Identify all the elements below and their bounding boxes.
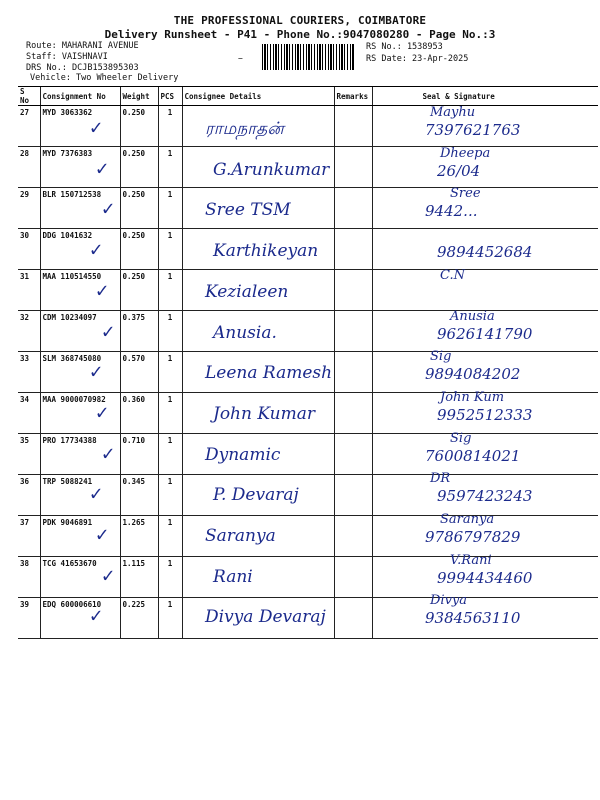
pieces-count: 1 bbox=[158, 229, 182, 270]
signature: Sig bbox=[450, 430, 472, 446]
serial-number: 34 bbox=[18, 393, 40, 434]
col-header: S No bbox=[18, 87, 40, 106]
serial-number: 39 bbox=[18, 598, 40, 639]
pieces-count: 1 bbox=[158, 475, 182, 516]
handwritten-phone: 9626141790 bbox=[437, 324, 533, 343]
pieces-count: 1 bbox=[158, 516, 182, 557]
dash-mark: − bbox=[238, 54, 243, 63]
col-header: Seal & Signature bbox=[372, 87, 598, 106]
handwritten-consignee: G.Arunkumar bbox=[213, 159, 330, 180]
handwritten-consignee: ராமநாதன் bbox=[205, 119, 284, 139]
handwritten-consignee: Leena Ramesh bbox=[205, 363, 333, 384]
handwritten-phone: 9786797829 bbox=[425, 528, 521, 546]
check-mark-icon: ✓ bbox=[96, 399, 109, 424]
consignment-number: SLM 368745080 bbox=[40, 352, 120, 393]
weight-value: 1.115 bbox=[120, 557, 158, 598]
col-header: Weight bbox=[120, 87, 158, 106]
pieces-count: 1 bbox=[158, 311, 182, 352]
handwritten-phone: 9894452684 bbox=[437, 243, 533, 262]
serial-number: 38 bbox=[18, 557, 40, 598]
handwritten-consignee: John Kumar bbox=[213, 403, 316, 424]
weight-value: 0.250 bbox=[120, 147, 158, 188]
signature: Sig bbox=[430, 349, 452, 365]
pieces-count: 1 bbox=[158, 557, 182, 598]
signature: Saranya bbox=[440, 512, 495, 527]
handwritten-consignee: Anusia. bbox=[213, 322, 277, 343]
signature: John Kum bbox=[440, 389, 505, 405]
remarks-cell bbox=[334, 270, 372, 311]
signature: C.N bbox=[440, 267, 465, 283]
remarks-cell bbox=[334, 188, 372, 229]
pieces-count: 1 bbox=[158, 147, 182, 188]
consignee-cell bbox=[182, 557, 334, 598]
col-header: Consignee Details bbox=[182, 87, 334, 106]
consignment-number: MAA 110514550 bbox=[40, 270, 120, 311]
consignment-number: TCG 41653670 bbox=[40, 557, 120, 598]
check-mark-icon: ✓ bbox=[90, 237, 103, 262]
handwritten-phone: 26/04 bbox=[437, 161, 481, 180]
col-header: Remarks bbox=[334, 87, 372, 106]
table-header-row bbox=[18, 87, 598, 106]
remarks-cell bbox=[334, 106, 372, 147]
handwritten-consignee: Saranya bbox=[205, 526, 276, 546]
company-title: THE PROFESSIONAL COURIERS, COIMBATORE bbox=[173, 14, 427, 27]
col-header: Consignment No bbox=[40, 87, 120, 106]
serial-number: 33 bbox=[18, 352, 40, 393]
consignment-number: DDG 1041632 bbox=[40, 229, 120, 270]
handwritten-consignee: Kezialeen bbox=[205, 281, 289, 302]
barcode bbox=[262, 44, 354, 70]
weight-value: 0.250 bbox=[120, 270, 158, 311]
consignment-number: EDQ 600006610 bbox=[40, 598, 120, 639]
remarks-cell bbox=[334, 229, 372, 270]
weight-value: 0.250 bbox=[120, 188, 158, 229]
check-mark-icon: ✓ bbox=[90, 115, 103, 139]
handwritten-phone: 7397621763 bbox=[425, 121, 521, 139]
remarks-cell bbox=[334, 352, 372, 393]
pieces-count: 1 bbox=[158, 188, 182, 229]
consignment-number: MYD 3063362 bbox=[40, 106, 120, 147]
serial-number: 32 bbox=[18, 311, 40, 352]
pieces-count: 1 bbox=[158, 598, 182, 639]
weight-value: 0.360 bbox=[120, 393, 158, 434]
weight-value: 0.250 bbox=[120, 229, 158, 270]
pieces-count: 1 bbox=[158, 106, 182, 147]
handwritten-phone: 9597423243 bbox=[437, 487, 533, 506]
serial-number: 29 bbox=[18, 188, 40, 229]
remarks-cell bbox=[334, 598, 372, 639]
remarks-cell bbox=[334, 393, 372, 434]
check-mark-icon: ✓ bbox=[102, 196, 115, 221]
signature: Divya bbox=[430, 593, 468, 609]
consignment-number: BLR 150712538 bbox=[40, 188, 120, 229]
remarks-cell bbox=[334, 311, 372, 352]
staff-label: Staff: VAISHNAVI bbox=[26, 52, 108, 62]
pieces-count: 1 bbox=[158, 434, 182, 475]
weight-value: 0.345 bbox=[120, 475, 158, 516]
runsheet-subtitle: Delivery Runsheet - P41 - Phone No.:9047080280 - Page No.:3 bbox=[104, 28, 496, 41]
weight-value: 0.375 bbox=[120, 311, 158, 352]
remarks-cell bbox=[334, 475, 372, 516]
seal-signature-cell bbox=[372, 267, 598, 311]
check-mark-icon: ✓ bbox=[96, 522, 109, 546]
handwritten-consignee: Rani bbox=[213, 566, 253, 587]
serial-number: 31 bbox=[18, 270, 40, 311]
consignment-number: PDK 9046891 bbox=[40, 516, 120, 557]
route-label: Route: MAHARANI AVENUE bbox=[26, 41, 139, 51]
signature: Anusia bbox=[450, 308, 495, 324]
pieces-count: 1 bbox=[158, 393, 182, 434]
check-mark-icon: ✓ bbox=[102, 562, 115, 587]
pieces-count: 1 bbox=[158, 352, 182, 393]
check-mark-icon: ✓ bbox=[102, 440, 115, 465]
serial-number: 37 bbox=[18, 516, 40, 557]
consignment-number: MYD 7376383 bbox=[40, 147, 120, 188]
signature: V.Rani bbox=[450, 552, 492, 568]
check-mark-icon: ✓ bbox=[102, 318, 115, 343]
signature: Sree bbox=[450, 186, 481, 202]
handwritten-consignee: Karthikeyan bbox=[213, 241, 319, 262]
serial-number: 35 bbox=[18, 434, 40, 475]
seal-signature-cell bbox=[372, 188, 598, 229]
weight-value: 1.265 bbox=[120, 516, 158, 557]
check-mark-icon: ✓ bbox=[96, 155, 109, 180]
weight-value: 0.250 bbox=[120, 106, 158, 147]
col-header: PCS bbox=[158, 87, 182, 106]
handwritten-phone: 9994434460 bbox=[437, 568, 533, 587]
handwritten-phone: 9952512333 bbox=[437, 405, 533, 424]
signature: Dheepa bbox=[440, 145, 491, 161]
handwritten-phone: 9894084202 bbox=[425, 365, 521, 384]
check-mark-icon: ✓ bbox=[90, 481, 103, 506]
consignment-number: PRO 17734388 bbox=[40, 434, 120, 475]
remarks-cell bbox=[334, 516, 372, 557]
handwritten-consignee: P. Devaraj bbox=[213, 485, 299, 506]
rs-date: RS Date: 23-Apr-2025 bbox=[366, 54, 469, 64]
remarks-cell bbox=[334, 434, 372, 475]
pieces-count: 1 bbox=[158, 270, 182, 311]
handwritten-phone: 9442... bbox=[425, 202, 478, 221]
drs-number: DRS No.: DCJB153895303 bbox=[26, 63, 139, 73]
consignment-number: CDM 10234097 bbox=[40, 311, 120, 352]
serial-number: 28 bbox=[18, 147, 40, 188]
weight-value: 0.570 bbox=[120, 352, 158, 393]
signature: Mayhu bbox=[430, 105, 476, 120]
check-mark-icon: ✓ bbox=[96, 277, 109, 302]
weight-value: 0.225 bbox=[120, 598, 158, 639]
consignment-number: TRP 5088241 bbox=[40, 475, 120, 516]
remarks-cell bbox=[334, 147, 372, 188]
handwritten-phone: 7600814021 bbox=[425, 446, 521, 465]
handwritten-phone: 9384563110 bbox=[425, 609, 521, 628]
vehicle-label: Vehicle: Two Wheeler Delivery bbox=[30, 73, 179, 83]
check-mark-icon: ✓ bbox=[90, 359, 103, 384]
rs-number: RS No.: 1538953 bbox=[366, 42, 443, 52]
check-mark-icon: ✓ bbox=[90, 603, 103, 628]
remarks-cell bbox=[334, 557, 372, 598]
weight-value: 0.710 bbox=[120, 434, 158, 475]
handwritten-consignee: Dynamic bbox=[205, 444, 281, 465]
serial-number: 36 bbox=[18, 475, 40, 516]
handwritten-consignee: Sree TSM bbox=[205, 200, 291, 221]
consignment-number: MAA 9000070982 bbox=[40, 393, 120, 434]
serial-number: 30 bbox=[18, 229, 40, 270]
signature: DR bbox=[430, 471, 451, 487]
serial-number: 27 bbox=[18, 106, 40, 147]
handwritten-consignee: Divya Devaraj bbox=[205, 607, 326, 628]
